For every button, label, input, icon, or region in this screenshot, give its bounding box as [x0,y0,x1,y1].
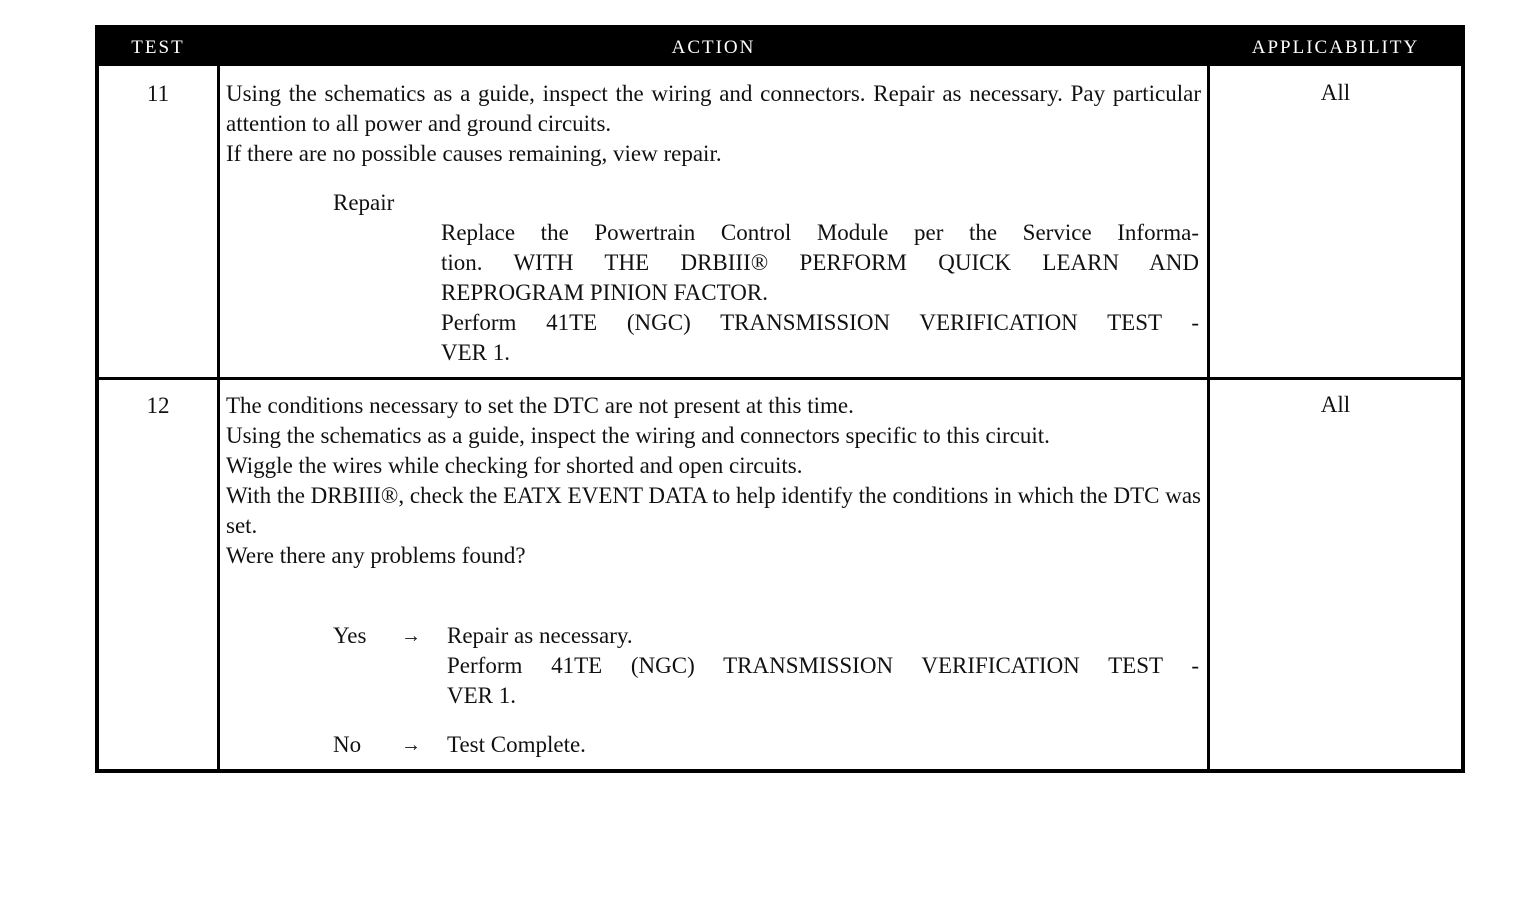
yes-instructions [447,621,1199,711]
header-action: ACTION [671,37,756,58]
action-line: If there are no possible causes remaining, view repair. [226,141,722,166]
repair-line: Replace the Powertrain Control Module per the Service Informa- [441,220,1199,245]
repair-line: tion. WITH THE DRBIII® PERFORM QUICK LEARN AND [441,250,1199,275]
repair-line: VER 1. [441,340,510,365]
action-line: The conditions necessary to set the DTC are not present at this time. [226,393,854,418]
applicability-11: All [1320,80,1351,105]
action-text-12 [226,391,1201,571]
repair-label: Repair [333,190,395,215]
column-divider-left [217,66,220,769]
yes-line: Perform 41TE (NGC) TRANSMISSION VERIFICATION TEST - [447,653,1199,678]
repair-line: REPROGRAM PINION FACTOR. [441,280,768,305]
applicability-12: All [1320,392,1351,417]
test-number-12: 12 [146,393,170,418]
arrow-right-icon: → [401,734,421,756]
diagnostic-table [95,25,1465,773]
no-instruction: Test Complete. [447,732,586,757]
repair-line: Perform 41TE (NGC) TRANSMISSION VERIFICATION TEST - [441,310,1199,335]
row-divider [99,377,1461,380]
action-line: With the DRBIII®, check the EATX EVENT DATA to help identify the conditions in which the DTC was set. [226,483,1201,538]
action-line: Were there any problems found? [226,543,526,568]
arrow-right-icon: → [401,625,421,647]
table-header-row [99,29,1461,66]
action-text-11 [226,79,1201,169]
action-line: Wiggle the wires while checking for shorted and open circuits. [226,453,803,478]
action-line: Using the schematics as a guide, inspect the wiring and connectors. Repair as necessary. Pay particular attention to all power and ground circuits. [226,81,1201,136]
header-test: TEST [131,37,185,58]
no-label: No [333,732,362,757]
yes-line: VER 1. [447,683,516,708]
header-applicability: APPLICABILITY [1251,37,1420,58]
action-line: Using the schematics as a guide, inspect the wiring and connectors specific to this circuit. [226,423,1050,448]
repair-instructions [441,218,1199,368]
yes-label: Yes [333,623,367,648]
yes-line: Repair as necessary. [447,623,633,648]
test-number-11: 11 [146,81,170,106]
